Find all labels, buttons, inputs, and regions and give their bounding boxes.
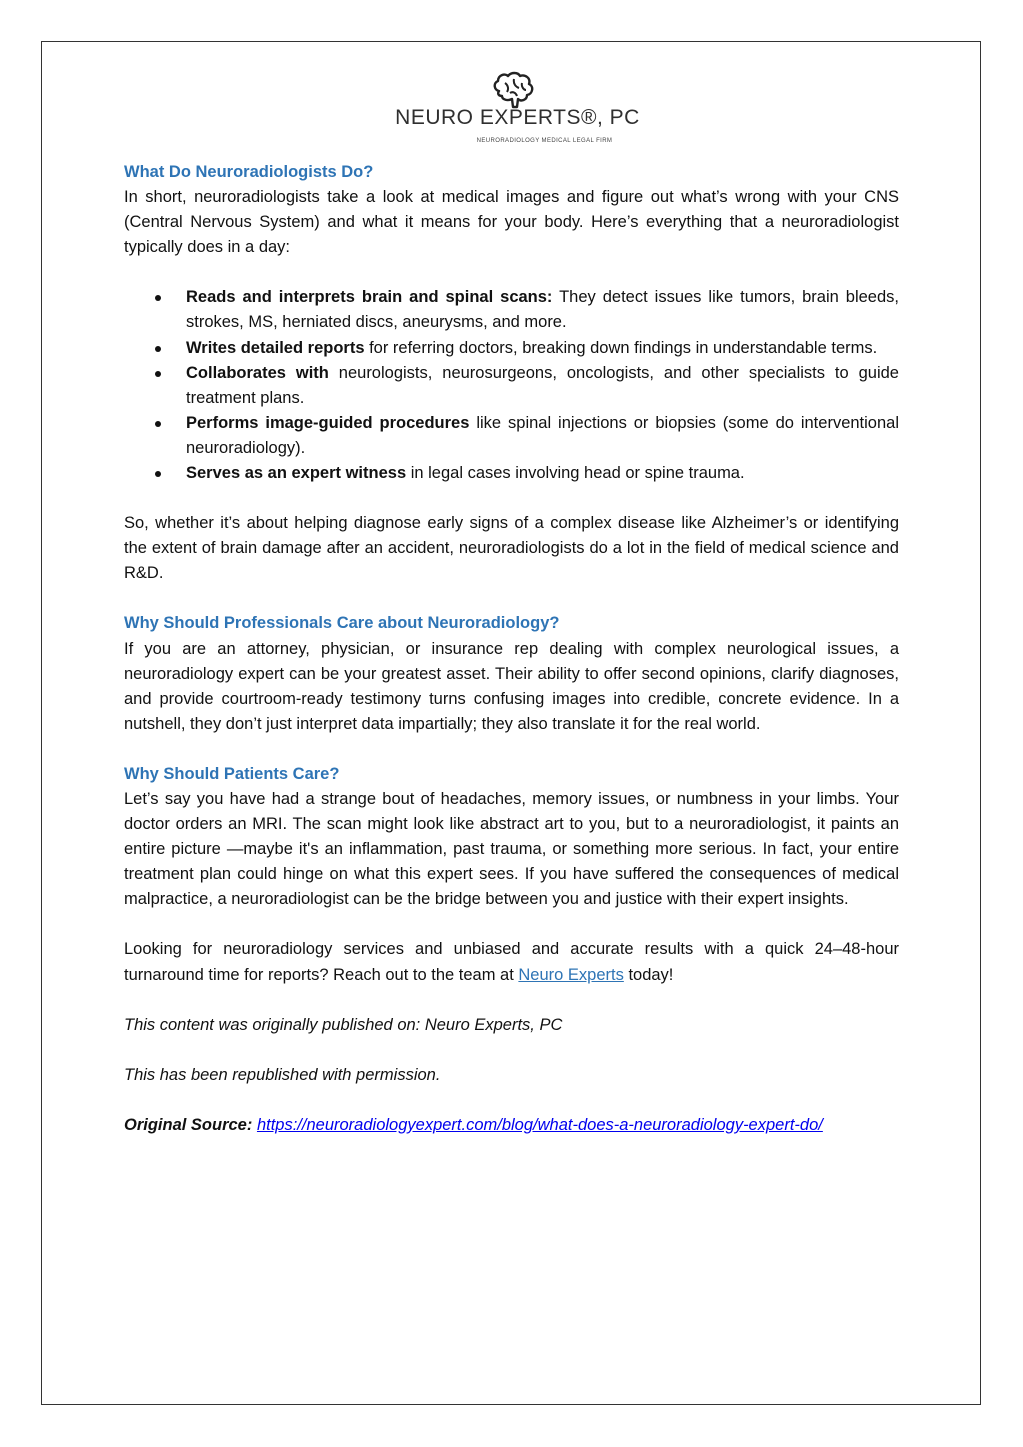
original-source [124, 1113, 899, 1138]
published-note: This content was originally published on: Neuro Experts, PC [124, 1015, 563, 1034]
section-body: Let’s say you have had a strange bout of headaches, memory issues, or numbness in your limbs. Your doctor orders an MRI. The scan might look like abstract art to you, but to a neuroradiologist, it paints an entire picture —maybe it's an inflammation, past trauma, or something more serious. In fact, your entire treatment plan could hinge on what this expert sees. If you have suffered the consequences of medical malpractice, a neuroradiologist can be the bridge between you and justice with their expert insights. [124, 789, 899, 909]
list-item [186, 336, 899, 361]
source-link[interactable]: https://neuroradiologyexpert.com/blog/what-does-a-neuroradiology-expert-do/ [256, 1115, 823, 1134]
logo-name: NEURO EXPERTS®, PC [395, 106, 640, 129]
list-item-bold: Serves as an expert witness [186, 464, 407, 483]
list-item-bold: Writes detailed reports [186, 338, 365, 357]
cta-text-end: today! [623, 965, 674, 984]
duties-list [124, 285, 899, 486]
neuro-experts-link[interactable]: Neuro Experts [518, 965, 624, 984]
list-item-bold: Collaborates with [186, 363, 329, 382]
section-heading: Why Should Professionals Care about Neuroradiology? [124, 614, 560, 633]
list-item-text: for referring doctors, breaking down findings in understandable terms. [364, 338, 878, 357]
section-closing: So, whether it’s about helping diagnose early signs of a complex disease like Alzheimer’s or identifying the extent of brain damage after an accident, neuroradiologists do a lot in the field of medical science and R&D. [124, 514, 899, 583]
section-heading: What Do Neuroradiologists Do? [124, 163, 374, 181]
list-item-text: They detect issues like tumors, brain bleeds, strokes, MS, herniated discs, aneurysms, and more. [186, 288, 899, 332]
brain-icon [491, 71, 535, 109]
list-item [186, 361, 899, 411]
list-item-bold: Performs image-guided procedures [186, 413, 470, 432]
list-item-bold: Reads and interprets brain and spinal scans: [186, 288, 553, 307]
logo [0, 71, 1023, 151]
section-body: If you are an attorney, physician, or insurance rep dealing with complex neurological issues, a neuroradiology expert can be your greatest asset. Their ability to offer second opinions, clarify diagnoses, and provide courtroom-ready testimony turns confusing images into credible, concrete evidence. In a nutshell, they don’t just interpret data impartially; they also translate it for the real world. [124, 639, 899, 733]
list-item-text: in legal cases involving head or spine trauma. [406, 464, 745, 483]
list-item [186, 285, 899, 335]
logo-tagline: NEURORADIOLOGY MEDICAL LEGAL FIRM [476, 138, 613, 144]
source-label: Original Source: [124, 1115, 253, 1134]
list-item-text: like spinal injections or biopsies (some do interventional neuroradiology). [186, 413, 899, 457]
article-body [124, 160, 899, 1138]
list-item [186, 411, 899, 461]
section-intro: In short, neuroradiologists take a look at medical images and figure out what’s wrong with your CNS (Central Nervous System) and what it means for your body. Here’s everything that a neuroradiologist typically does in a day: [124, 188, 899, 257]
cta-text: Looking for neuroradiology services and unbiased and accurate results with a quick 24–48-hour turnaround time for reports? Reach out to the team at [124, 940, 899, 984]
list-item [186, 461, 899, 486]
list-item-text: neurologists, neurosurgeons, oncologists, and other specialists to guide treatment plans. [186, 363, 899, 407]
section-heading: Why Should Patients Care? [124, 764, 340, 783]
permission-note: This has been republished with permission. [124, 1065, 441, 1084]
call-to-action [124, 937, 899, 987]
